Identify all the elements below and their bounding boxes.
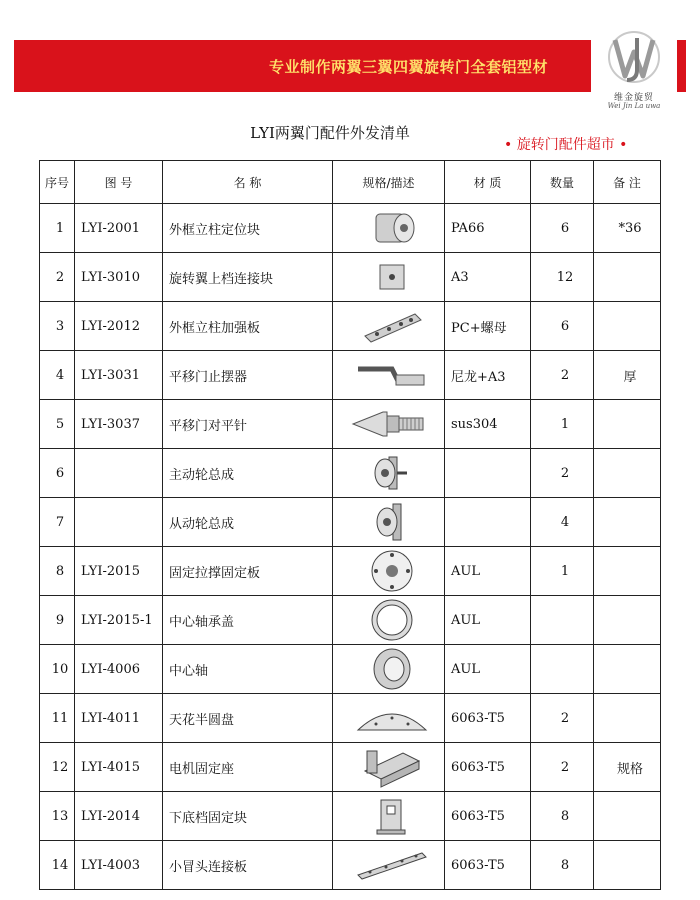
row-no: 14 [40,841,75,890]
row-spec-image [333,498,445,547]
row-code: LYI-4011 [75,694,163,743]
row-material [445,498,531,547]
bottom-bracket-icon [339,794,444,838]
header-qty: 数量 [531,161,594,204]
row-material [445,449,531,498]
round-flange-icon [339,548,444,594]
store-badge: • 旋转门配件超市 • [504,137,628,153]
row-no: 1 [40,204,75,253]
table-row [40,449,661,498]
row-name: 外框立柱定位块 [163,204,333,253]
row-spec-image [333,351,445,400]
row-material: 6063-T5 [445,792,531,841]
row-code: LYI-2015 [75,547,163,596]
row-code [75,449,163,498]
row-material: PC+螺母 [445,302,531,351]
row-note [594,841,661,890]
row-code: LYI-2012 [75,302,163,351]
cylinder-block-icon [339,208,444,248]
table-row [40,645,661,694]
row-code: LYI-4015 [75,743,163,792]
row-no: 11 [40,694,75,743]
row-note [594,792,661,841]
row-qty: 6 [531,302,594,351]
row-code: LYI-4003 [75,841,163,890]
header-name: 名 称 [163,161,333,204]
row-name: 固定拉撑固定板 [163,547,333,596]
row-name: 天花半圆盘 [163,694,333,743]
row-note [594,253,661,302]
row-name: 外框立柱加强板 [163,302,333,351]
row-note [594,694,661,743]
row-qty [531,596,594,645]
reinforcement-plate-icon [339,306,444,346]
row-note [594,498,661,547]
row-no: 5 [40,400,75,449]
row-note [594,302,661,351]
row-code: LYI-2014 [75,792,163,841]
row-material: A3 [445,253,531,302]
table-row [40,694,661,743]
row-name: 平移门对平针 [163,400,333,449]
row-code: LYI-2001 [75,204,163,253]
row-spec-image [333,547,445,596]
row-name: 中心轴承盖 [163,596,333,645]
row-qty: 1 [531,400,594,449]
row-code: LYI-3010 [75,253,163,302]
center-shaft-icon [339,646,444,692]
connecting-strip-icon [339,847,444,883]
row-material: PA66 [445,204,531,253]
parts-table [39,160,661,890]
row-no: 7 [40,498,75,547]
header-spec: 规格/描述 [333,161,445,204]
row-qty: 6 [531,204,594,253]
row-material: AUL [445,596,531,645]
table-header-row [40,161,661,204]
row-name: 旋转翼上档连接块 [163,253,333,302]
table-row [40,351,661,400]
row-qty: 4 [531,498,594,547]
row-material: 6063-T5 [445,694,531,743]
row-code: LYI-3031 [75,351,163,400]
alignment-pin-icon [339,404,444,444]
row-note [594,400,661,449]
table-row [40,204,661,253]
logo-english-text: Wei Jin La uwa [607,102,661,110]
company-logo [591,28,677,110]
row-name: 平移门止摆器 [163,351,333,400]
row-code: LYI-3037 [75,400,163,449]
row-spec-image [333,204,445,253]
row-no: 8 [40,547,75,596]
row-spec-image [333,792,445,841]
row-qty: 2 [531,694,594,743]
header-banner [14,40,686,92]
row-spec-image [333,253,445,302]
row-note: 规格 [594,743,661,792]
row-code: LYI-2015-1 [75,596,163,645]
row-spec-image [333,694,445,743]
row-material: sus304 [445,400,531,449]
row-name: 下底档固定块 [163,792,333,841]
row-material: AUL [445,547,531,596]
header-note: 备 注 [594,161,661,204]
row-spec-image [333,841,445,890]
row-name: 从动轮总成 [163,498,333,547]
motor-mount-icon [339,745,444,789]
header-material: 材 质 [445,161,531,204]
row-note [594,547,661,596]
row-code [75,498,163,547]
table-row [40,498,661,547]
row-no: 13 [40,792,75,841]
row-qty: 2 [531,449,594,498]
square-plate-icon [339,257,444,297]
row-no: 4 [40,351,75,400]
table-row [40,596,661,645]
row-qty: 8 [531,841,594,890]
row-name: 电机固定座 [163,743,333,792]
banner-slogan: 专业制作两翼三翼四翼旋转门全套铝型材 [269,58,549,76]
semicircle-disc-icon [339,698,444,738]
row-spec-image [333,400,445,449]
document-title: LYI两翼门配件外发清单 [250,124,410,142]
header-no: 序号 [40,161,75,204]
row-no: 6 [40,449,75,498]
row-qty: 2 [531,351,594,400]
row-material: AUL [445,645,531,694]
row-qty: 12 [531,253,594,302]
table-row [40,400,661,449]
row-code: LYI-4006 [75,645,163,694]
row-note: *36 [594,204,661,253]
row-name: 主动轮总成 [163,449,333,498]
row-no: 2 [40,253,75,302]
row-spec-image [333,596,445,645]
logo-mark-icon [607,30,661,86]
row-material: 6063-T5 [445,743,531,792]
row-no: 9 [40,596,75,645]
row-spec-image [333,302,445,351]
row-no: 10 [40,645,75,694]
table-row [40,253,661,302]
row-qty: 8 [531,792,594,841]
row-spec-image [333,449,445,498]
logo-chinese-text: 维金旋贸 [613,93,654,103]
drive-wheel-icon [339,451,444,495]
row-qty: 1 [531,547,594,596]
row-note [594,449,661,498]
row-no: 12 [40,743,75,792]
row-note: 厚 [594,351,661,400]
row-no: 3 [40,302,75,351]
bearing-cover-ring-icon [339,597,444,643]
header-code: 图 号 [75,161,163,204]
driven-wheel-icon [339,500,444,544]
table-row [40,743,661,792]
row-name: 中心轴 [163,645,333,694]
row-note [594,645,661,694]
row-name: 小冒头连接板 [163,841,333,890]
row-note [594,596,661,645]
row-material: 6063-T5 [445,841,531,890]
table-row [40,792,661,841]
row-spec-image [333,743,445,792]
table-row [40,841,661,890]
row-qty [531,645,594,694]
table-row [40,302,661,351]
swing-stopper-icon [339,355,444,395]
table-row [40,547,661,596]
row-spec-image [333,645,445,694]
row-material: 尼龙+A3 [445,351,531,400]
row-qty: 2 [531,743,594,792]
